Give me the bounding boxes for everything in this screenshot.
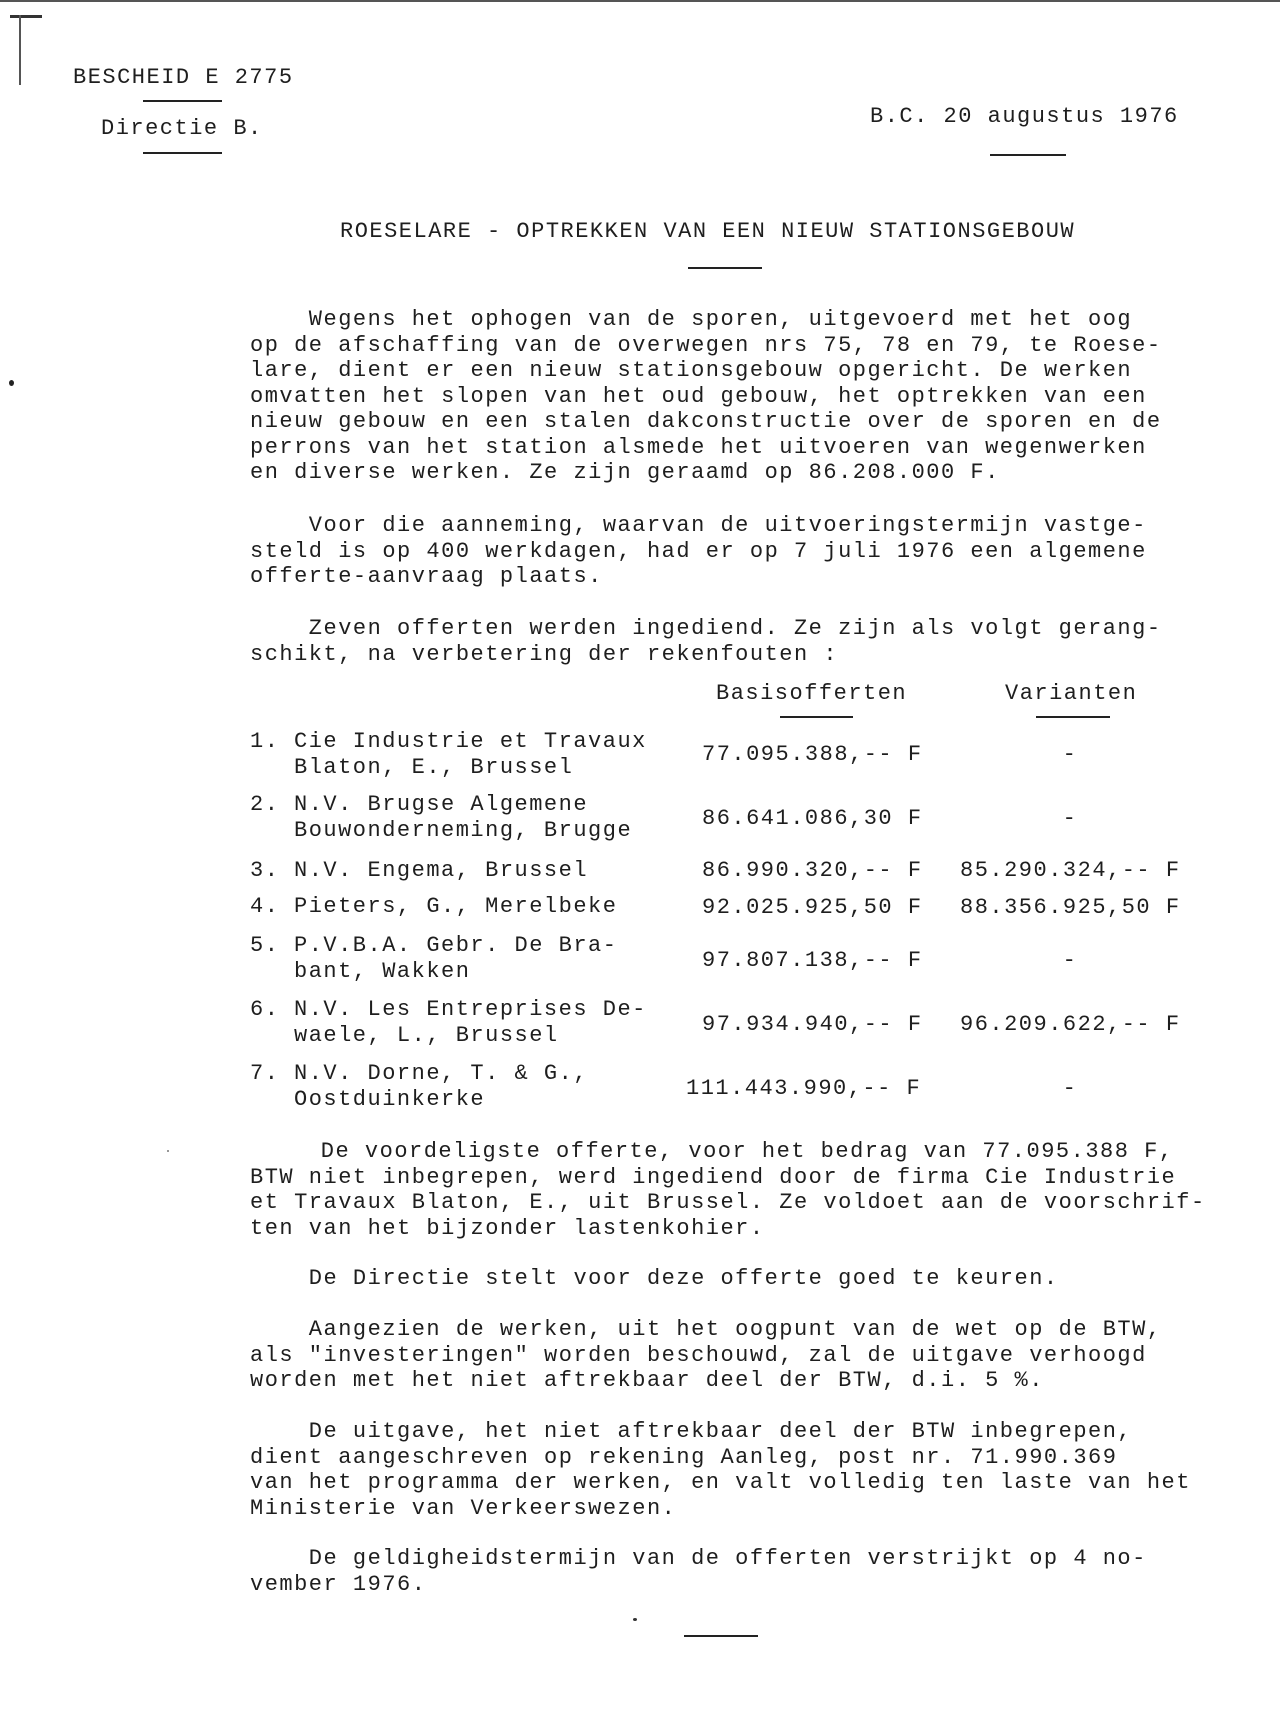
text-line: Aangezien de werken, uit het oogpunt van de wet op de BTW, xyxy=(250,1317,1162,1342)
bid-row-number: 2. xyxy=(250,792,280,817)
text-line: BTW niet inbegrepen, werd ingediend door de firma Cie Industrie xyxy=(250,1164,1177,1190)
text-line: en diverse werken. Ze zijn geraamd op 86.208.000 F. xyxy=(250,460,1000,485)
bidder-name-line: N.V. Les Entreprises De- xyxy=(294,997,647,1022)
base-offer-amount: 86.990.320,-- F xyxy=(702,858,923,883)
paragraph-7 xyxy=(250,1419,1191,1521)
column-header-base-offers: Basisofferten xyxy=(716,681,908,706)
text-line: Ministerie van Verkeerswezen. xyxy=(250,1495,677,1521)
text-line: schikt, na verbetering der rekenfouten : xyxy=(250,641,839,667)
bidder-name-line: Pieters, G., Merelbeke xyxy=(294,894,618,919)
text-line: Wegens het ophogen van de sporen, uitgevoerd met het oog xyxy=(250,307,1133,332)
paragraph-4 xyxy=(250,1139,1206,1241)
bidder-name-line: Oostduinkerke xyxy=(294,1086,486,1112)
bid-row-number: 3. xyxy=(250,858,280,883)
bid-row-number: 4. xyxy=(250,894,280,919)
variant-amount: 96.209.622,-- F xyxy=(960,1012,1181,1037)
text-line: Voor die aanneming, waarvan de uitvoeringstermijn vastge- xyxy=(250,513,1147,538)
text-line: offerte-aanvraag plaats. xyxy=(250,564,603,589)
variant-amount: - xyxy=(1062,806,1078,831)
date-underline xyxy=(990,154,1066,156)
department-underline xyxy=(143,152,222,154)
bidder-name-line: N.V. Dorne, T. & G., xyxy=(294,1061,589,1086)
base-offer-amount: 97.934.940,-- F xyxy=(702,1012,923,1037)
base-offer-amount: 77.095.388,-- F xyxy=(702,742,923,767)
text-line: De Directie stelt voor deze offerte goed te keuren. xyxy=(250,1266,1059,1291)
text-line: Zeven offerten werden ingediend. Ze zijn als volgt gerang- xyxy=(250,616,1162,641)
bid-row-number: 7. xyxy=(250,1061,280,1086)
text-line: lare, dient er een nieuw stationsgebouw opgericht. De werken xyxy=(250,358,1133,383)
bidder-name-line: Blaton, E., Brussel xyxy=(294,754,574,780)
department: Directie B. xyxy=(101,116,263,141)
base-offer-amount: 92.025.925,50 F xyxy=(702,895,923,920)
reference-underline xyxy=(143,100,222,102)
bidder-name-line: Bouwonderneming, Brugge xyxy=(294,817,633,843)
text-line: perrons van het station alsmede het uitvoeren van wegenwerken xyxy=(250,434,1147,460)
title-underline xyxy=(688,267,762,269)
text-line: dient aangeschreven op rekening Aanleg, post nr. 71.990.369 xyxy=(250,1444,1118,1470)
document-title: ROESELARE - OPTREKKEN VAN EEN NIEUW STATIONSGEBOUW xyxy=(340,219,1076,244)
paragraph-2 xyxy=(250,513,1147,590)
paragraph-5 xyxy=(250,1266,1059,1292)
scan-speck xyxy=(9,380,14,386)
document-reference: BESCHEID E 2775 xyxy=(73,65,294,90)
base-header-underline xyxy=(780,716,853,718)
corner-mark-horizontal xyxy=(10,15,42,18)
bidder-name-line: N.V. Brugse Algemene xyxy=(294,792,589,817)
scan-speck xyxy=(633,1618,637,1621)
bid-row-number: 6. xyxy=(250,997,280,1022)
text-line: De uitgave, het niet aftrekbaar deel der BTW inbegrepen, xyxy=(250,1419,1133,1444)
closing-rule xyxy=(684,1635,758,1637)
text-line: als "investeringen" worden beschouwd, zal de uitgave verhoogd xyxy=(250,1342,1147,1368)
text-line: ten van het bijzonder lastenkohier. xyxy=(250,1215,765,1241)
text-line: et Travaux Blaton, E., uit Brussel. Ze voldoet aan de voorschrif- xyxy=(250,1190,1206,1215)
corner-mark-vertical xyxy=(19,15,21,85)
base-offer-amount: 86.641.086,30 F xyxy=(702,806,923,831)
bidder-name xyxy=(294,1061,588,1112)
bidder-name-line: N.V. Engema, Brussel xyxy=(294,858,589,883)
paragraph-1 xyxy=(250,307,1162,486)
paragraph-8 xyxy=(250,1546,1147,1597)
paragraph-6 xyxy=(250,1317,1162,1394)
scan-speck xyxy=(167,1150,169,1152)
text-line: nieuw gebouw en een stalen dakconstructie over de sporen en de xyxy=(250,409,1162,434)
bidder-name xyxy=(294,894,617,920)
bidder-name xyxy=(294,933,617,984)
base-offer-amount: 111.443.990,-- F xyxy=(686,1076,922,1101)
document-date: B.C. 20 augustus 1976 xyxy=(870,104,1179,129)
variant-amount: 88.356.925,50 F xyxy=(960,895,1181,920)
bidder-name xyxy=(294,997,647,1048)
variant-amount: - xyxy=(1062,742,1078,767)
paragraph-3 xyxy=(250,616,1162,667)
text-line: De voordeligste offerte, voor het bedrag van 77.095.388 F, xyxy=(262,1139,1174,1164)
bidder-name-line: Cie Industrie et Travaux xyxy=(294,729,647,754)
bidder-name-line: bant, Wakken xyxy=(294,958,471,984)
text-line: worden met het niet aftrekbaar deel der BTW, d.i. 5 %. xyxy=(250,1368,1044,1393)
text-line: De geldigheidstermijn van de offerten verstrijkt op 4 no- xyxy=(250,1546,1147,1571)
bidder-name-line: P.V.B.A. Gebr. De Bra- xyxy=(294,933,618,958)
bid-row-number: 1. xyxy=(250,729,280,754)
variant-amount: - xyxy=(1062,1076,1078,1101)
column-header-variants: Varianten xyxy=(1005,681,1138,706)
bidder-name xyxy=(294,792,632,843)
text-line: van het programma der werken, en valt volledig ten laste van het xyxy=(250,1470,1191,1495)
base-offer-amount: 97.807.138,-- F xyxy=(702,948,923,973)
text-line: omvatten het slopen van het oud gebouw, het optrekken van een xyxy=(250,383,1147,409)
text-line: vember 1976. xyxy=(250,1571,427,1597)
bid-row-number: 5. xyxy=(250,933,280,958)
bidder-name-line: waele, L., Brussel xyxy=(294,1022,559,1048)
variant-header-underline xyxy=(1036,716,1110,718)
text-line: steld is op 400 werkdagen, had er op 7 juli 1976 een algemene xyxy=(250,538,1147,564)
variant-amount: - xyxy=(1062,948,1078,973)
variant-amount: 85.290.324,-- F xyxy=(960,858,1181,883)
scan-edge-top xyxy=(0,0,1280,2)
text-line: op de afschaffing van de overwegen nrs 75, 78 en 79, te Roese- xyxy=(250,332,1162,358)
bidder-name xyxy=(294,729,647,780)
bidder-name xyxy=(294,858,588,884)
